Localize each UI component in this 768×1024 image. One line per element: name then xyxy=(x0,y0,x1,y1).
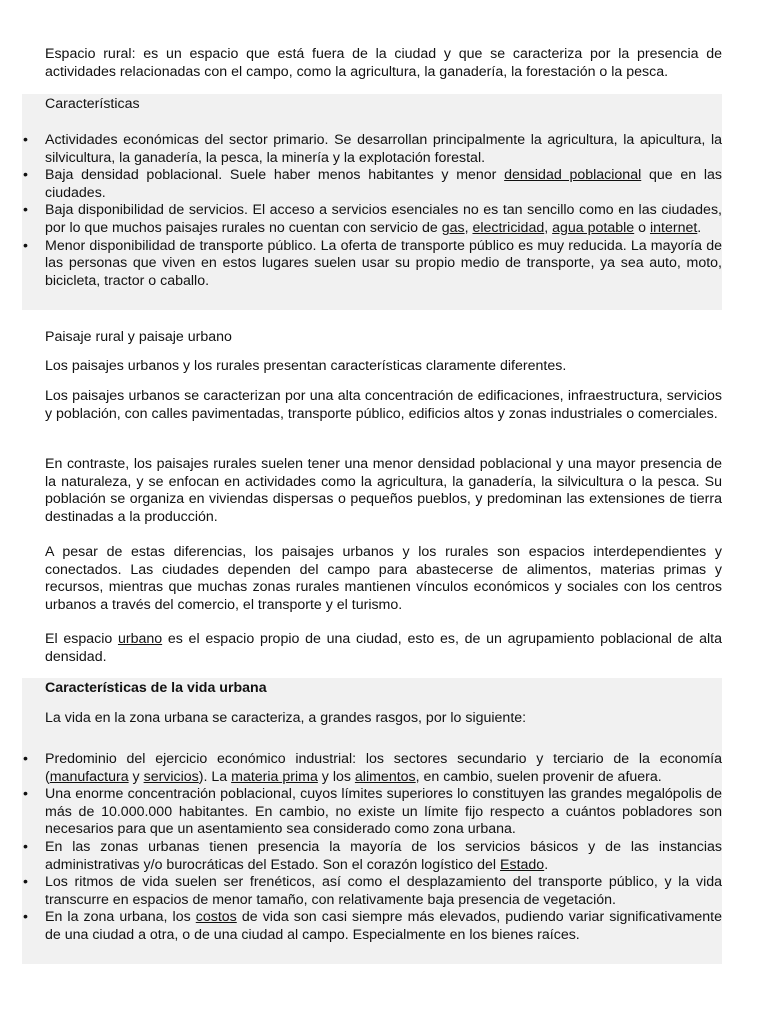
rural-characteristics-section xyxy=(22,94,722,310)
list-item xyxy=(45,202,722,237)
list-item-text: Menor disponibilidad de transporte público. La oferta de transporte público es muy reducida. La mayoría de las personas que viven en estos lugares suelen usar su propio medio de transporte, ya sea auto, moto, bicicleta, tractor o caballo. xyxy=(45,237,722,289)
paisaje-paragraph: Los paisajes urbanos y los rurales presentan características claramente diferentes. xyxy=(45,358,567,374)
rural-characteristics-heading: Características xyxy=(45,96,140,112)
list-item-text: . xyxy=(697,219,702,236)
paisaje-paragraph: A pesar de estas diferencias, los paisajes urbanos y los rurales son espacios interdependientes y conectados. Las ciudades dependen del campo para abastecerse de alimentos, materias primas y recursos, mientras que muchas zonas rurales mantienen vínculos económicos y sociales con los centros urbanos a través del comercio, el transporte y el turismo. xyxy=(45,544,722,613)
list-item xyxy=(45,909,722,944)
text-link[interactable]: densidad poblacional xyxy=(504,167,642,184)
list-item-text: Baja densidad poblacional. Suele haber menos habitantes y menor xyxy=(45,167,505,184)
list-item xyxy=(45,786,722,839)
rural-characteristics-list xyxy=(45,132,722,290)
list-item-text: . xyxy=(544,856,549,873)
text-link[interactable]: materia prima xyxy=(231,768,318,785)
list-item-text: En la zona urbana, los xyxy=(45,909,196,926)
list-item-text: y los xyxy=(317,768,355,785)
list-item xyxy=(45,238,722,291)
urbano-definition xyxy=(45,631,722,666)
list-item-text: y xyxy=(128,768,144,785)
text-link[interactable]: alimentos xyxy=(354,768,416,785)
paisaje-paragraph: Los paisajes urbanos se caracterizan por una alta concentración de edificaciones, infraestructura, servicios y población, con calles pavimentadas, transporte público, edificios altos y zonas industriales o comerciales. xyxy=(45,388,722,422)
text-link[interactable]: internet xyxy=(649,219,698,236)
urban-characteristics-section xyxy=(22,678,722,964)
text-link[interactable]: gas xyxy=(441,219,465,236)
list-item-text: Los ritmos de vida suelen ser frenéticos, así como el desplazamiento del transporte público, y la vida transcurre en espacios de menor tamaño, con relativamente baja presencia de vegetación. xyxy=(45,874,722,908)
paisaje-paragraph: En contraste, los paisajes rurales suelen tener una menor densidad poblacional y una mayor presencia de la naturaleza, y se enfocan en actividades como la agricultura, la ganadería, la silvicultura o la pesca. Su población se organiza en viviendas dispersas o pequeños pueblos, y predominan las extensiones de tierra destinadas a la producción. xyxy=(45,456,722,525)
text-link[interactable]: electricidad xyxy=(472,219,545,236)
urban-characteristics-heading: Características de la vida urbana xyxy=(45,680,267,696)
list-item xyxy=(45,132,722,167)
text-link[interactable]: costos xyxy=(195,909,237,926)
list-item-text: Baja disponibilidad de servicios. El acceso a servicios esenciales no es tan sencillo como en las ciudades, por lo que muchos paisajes rurales no cuentan con servicio de xyxy=(45,202,722,236)
urbano-link[interactable]: urbano xyxy=(117,631,163,647)
list-item-text: ). La xyxy=(198,768,232,785)
list-item xyxy=(45,751,722,786)
urbano-def-text: El espacio xyxy=(45,631,118,647)
paisaje-heading: Paisaje rural y paisaje urbano xyxy=(45,329,232,345)
list-item-text: , xyxy=(464,219,473,236)
list-item-text: Una enorme concentración poblacional, cuyos límites superiores lo constituyen las grandes megalópolis de más de 10.000.000 habitantes. En cambio, no existe un límite fijo respecto a cuántos pobladores son necesarios para que un asentamiento sea considerado como zona urbana. xyxy=(45,786,722,838)
urban-characteristics-intro: La vida en la zona urbana se caracteriza, a grandes rasgos, por lo siguiente: xyxy=(45,710,527,726)
text-link[interactable]: manufactura xyxy=(49,768,129,785)
list-item-text: , en cambio, suelen provenir de afuera. xyxy=(415,768,662,785)
text-link[interactable]: agua potable xyxy=(552,219,635,236)
list-item-text: Predominio del ejercicio económico industrial: los sectores secundario y terciario de la economía ( xyxy=(45,751,722,785)
text-link[interactable]: Estado xyxy=(500,856,545,873)
urban-characteristics-list xyxy=(45,751,722,945)
text-link[interactable]: servicios xyxy=(143,768,199,785)
list-item xyxy=(45,839,722,874)
urbano-def-text: es el espacio propio de una ciudad, esto es, de un agrupamiento poblacional de alta densidad. xyxy=(45,631,722,665)
list-item xyxy=(45,874,722,909)
intro-paragraph: Espacio rural: es un espacio que está fuera de la ciudad y que se caracteriza por la presencia de actividades relacionadas con el campo, como la agricultura, la ganadería, la forestación o la pesca. xyxy=(45,46,722,80)
list-item-text: que en las ciudades. xyxy=(45,167,722,201)
list-item-text: En las zonas urbanas tienen presencia la mayoría de los servicios básicos y de las instancias administrativas y/o burocráticas del Estado. Son el corazón logístico del xyxy=(45,838,722,873)
list-item xyxy=(45,167,722,202)
list-item-text: , xyxy=(544,219,553,236)
list-item-text: Actividades económicas del sector primario. Se desarrollan principalmente la agricultura, la apicultura, la silvicultura, la ganadería, la pesca, la minería y la explotación forestal. xyxy=(45,132,722,166)
list-item-text: o xyxy=(634,219,650,236)
list-item-text: de vida son casi siempre más elevados, pudiendo variar significativamente de una ciudad a otra, o de una ciudad al campo. Especialmente en los bienes raíces. xyxy=(45,909,723,943)
